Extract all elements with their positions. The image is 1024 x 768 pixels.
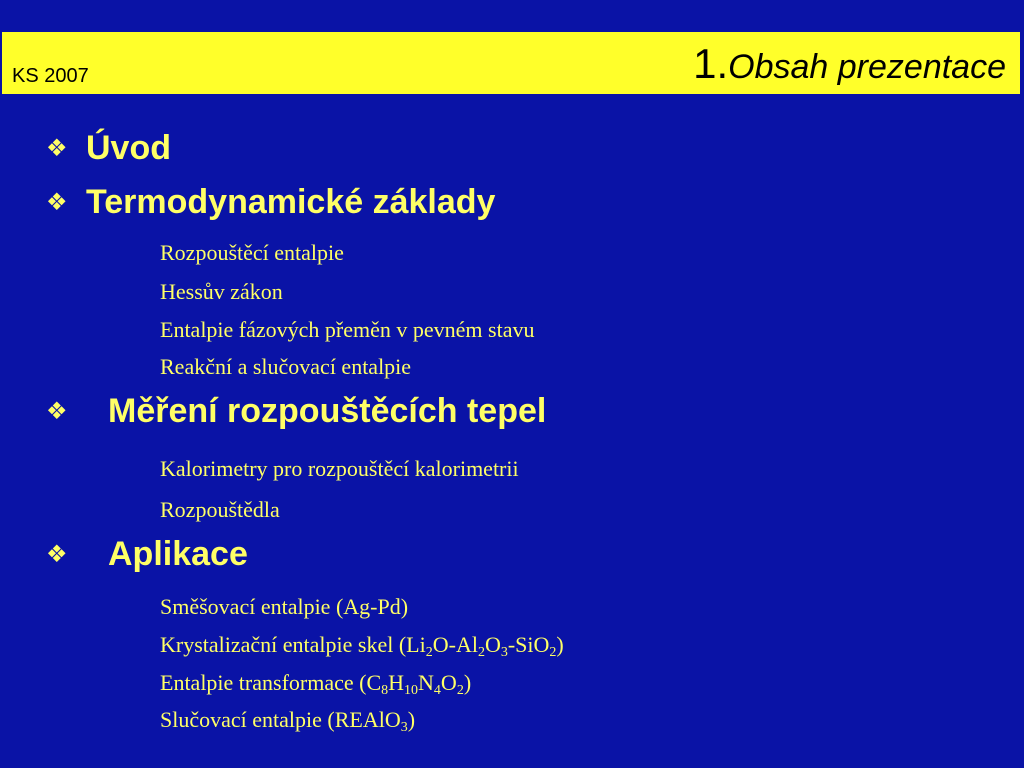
section-termodynamicke-zaklady [46, 182, 495, 223]
diamond-bullet-icon: ❖ [46, 398, 68, 425]
section-aplikace [46, 534, 248, 575]
list-item: Hessův zákon [160, 279, 283, 304]
list-item: Slučovací entalpie (REAlO$_3$) [160, 707, 416, 735]
diamond-bullet-icon: ❖ [46, 189, 68, 216]
list-item: Entalpie fázových přeměn v pevném stavu [160, 317, 535, 342]
section-title: Měření rozpouštěcích tepel [108, 392, 547, 430]
title-bar [2, 32, 1020, 94]
section-title: Aplikace [108, 535, 248, 573]
section-title: Termodynamické základy [86, 183, 496, 221]
section-uvod [46, 128, 171, 169]
diamond-bullet-icon: ❖ [46, 135, 68, 162]
list-item: Rozpouštěcí entalpie [160, 240, 344, 265]
section-title: Úvod [86, 129, 171, 167]
slide-number: 1. [693, 40, 729, 87]
slide-title [693, 40, 1006, 98]
list-item: Směšovací entalpie (Ag-Pd) [160, 594, 409, 619]
list-item: Reakční a slučovací entalpie [160, 354, 412, 379]
list-item: Kalorimetry pro rozpouštěcí kalorimetrii [160, 456, 519, 481]
diamond-bullet-icon: ❖ [46, 541, 68, 568]
section-mereni [46, 391, 546, 432]
header-left-label: KS 2007 [12, 65, 89, 87]
list-item: Entalpie transformace $(C_8H_{10}N_4O_2)$ [160, 670, 472, 698]
list-item: Rozpouštědla [160, 497, 280, 522]
list-item: Krystalizační entalpie skel $(Li_2O-Al_2O_3-SiO_2)$ [160, 632, 564, 660]
slide-title-text: Obsah prezentace [728, 48, 1006, 86]
